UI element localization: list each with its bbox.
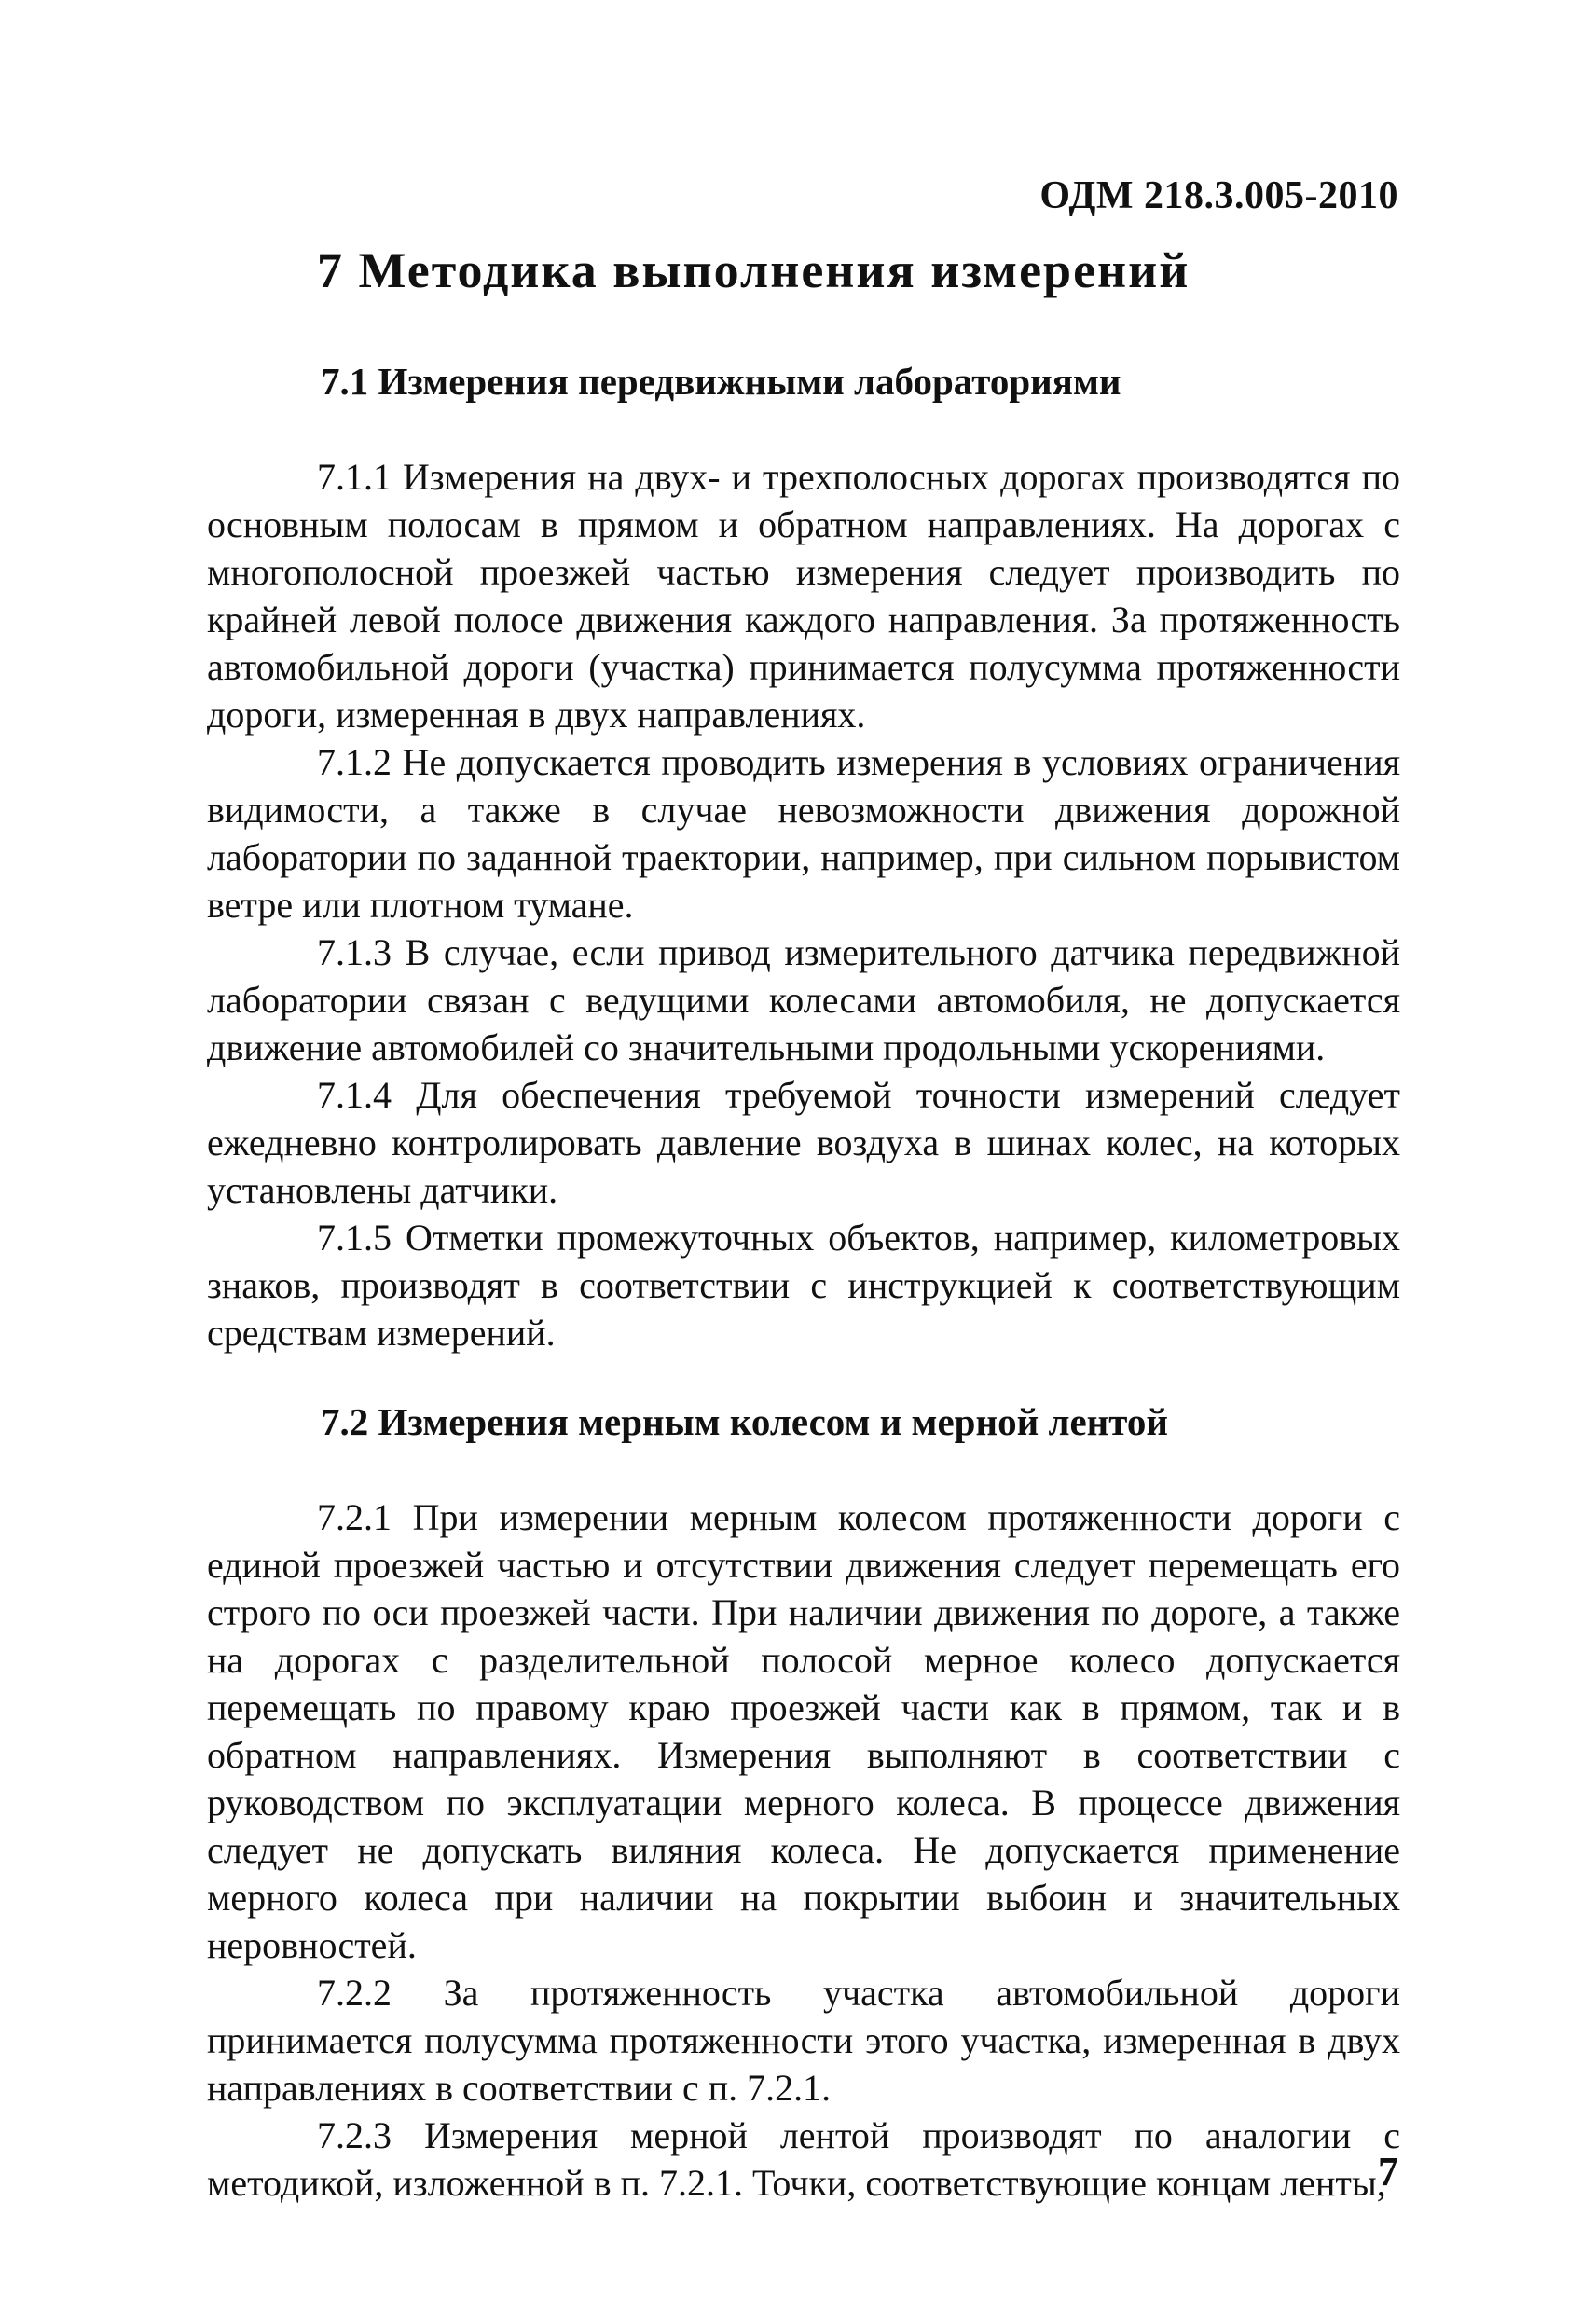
- paragraph-7-1-1: 7.1.1 Измерения на двух- и трехполосных дорогах производятся по основным полосам в прямом и обратном направлениях. На дорогах с многополосной проезжей частью измерения следует производить по крайней левой полосе движения каждого направления. За протяженность автомобильной дороги (участка) принимается полусумма протяженности дороги, измеренная в двух направлениях.: [207, 455, 1400, 736]
- section-title-7-2: 7.2 Измерения мерным колесом и мерной лентой: [321, 1399, 1169, 1443]
- paragraph-7-2-3: 7.2.3 Измерения мерной лентой производят по аналогии с методикой, изложенной в п. 7.2.1. Точки, соответствующие концам ленты,: [207, 2114, 1400, 2205]
- section-title-7-1: 7.1 Измерения передвижными лабораториями: [321, 359, 1121, 403]
- paragraph-7-1-4: 7.1.4 Для обеспечения требуемой точности измерений следует ежедневно контролировать давление воздуха в шинах колес, на которых установлены датчики.: [207, 1073, 1400, 1211]
- paragraph-7-1-3: 7.1.3 В случае, если привод измерительного датчика передвижной лаборатории связан с ведущими колесами автомобиля, не допускается движение автомобилей со значительными продольными ускорениями.: [207, 930, 1400, 1068]
- paragraph-7-2-2: 7.2.2 За протяженность участка автомобильной дороги принимается полусумма протяженности этого участка, измеренная в двух направлениях в соответствии с п. 7.2.1.: [207, 1972, 1400, 2110]
- paragraph-7-1-2: 7.1.2 Не допускается проводить измерения в условиях ограничения видимости, а также в случае невозможности движения дорожной лаборатории по заданной траектории, например, при сильном порывистом ветре или плотном тумане.: [207, 740, 1400, 926]
- page-number: 7: [1378, 2149, 1398, 2195]
- document-content: [207, 241, 1400, 2207]
- chapter-title: 7 Методика выполнения измерений: [317, 242, 1190, 298]
- paragraph-7-2-1: 7.2.1 При измерении мерным колесом протяженности дороги с единой проезжей частью и отсутствии движения следует перемещать его строго по оси проезжей части. При наличии движения по дороге, а также на дорогах с разделительной полосой мерное колесо допускается перемещать по правому краю проезжей части как в прямом, так и в обратном направлениях. Измерения выполняют в соответствии с руководством по эксплуатации мерного колеса. В процессе движения следует не допускать виляния колеса. Не допускается применение мерного колеса при наличии на покрытии выбоин и значительных неровностей.: [207, 1496, 1400, 1967]
- paragraph-7-1-5: 7.1.5 Отметки промежуточных объектов, например, километровых знаков, производят в соответствии с инструкцией к соответствующим средствам измерений.: [207, 1216, 1400, 1354]
- document-code: ОДМ 218.3.005-2010: [1039, 174, 1398, 217]
